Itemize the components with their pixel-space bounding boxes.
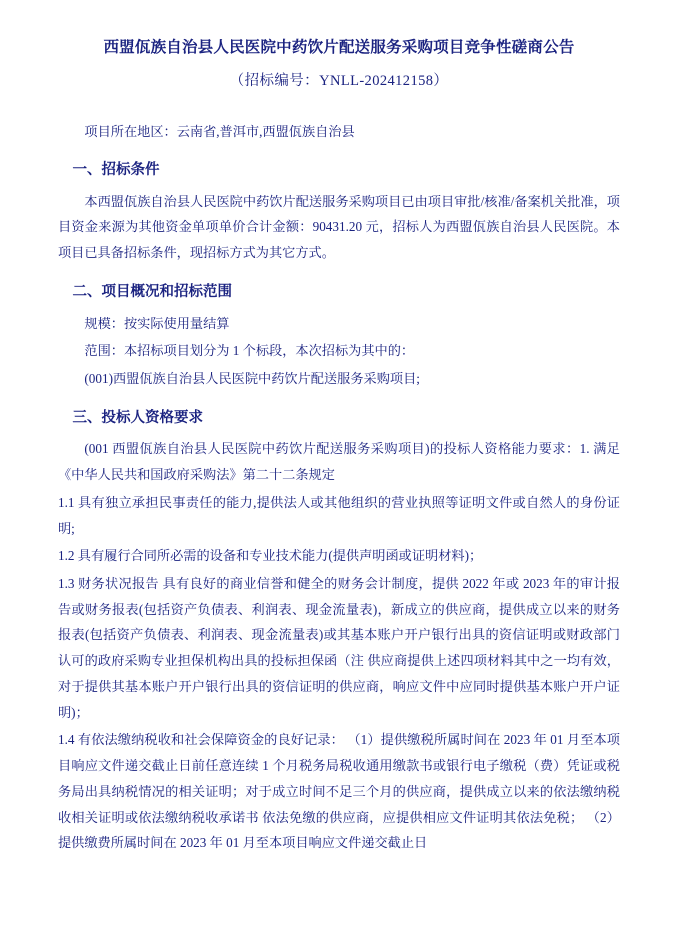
section-2-lot-001: (001)西盟佤族自治县人民医院中药饮片配送服务采购项目; [84, 370, 420, 386]
requirement-1-1: 1.1 具有独立承担民事责任的能力,提供法人或其他组织的营业执照等证明文件或自然人的身份证明; [58, 494, 620, 536]
requirement-1-3: 1.3 财务状况报告 具有良好的商业信誉和健全的财务会计制度，提供 2022 年或 2023 年的审计报告或财务报表(包括资产负债表、利润表、现金流量表)，新成立的供应商，提供成立以来的财务报表(包括资产负债表、利润表、现金流量表)或其基本账户开户银行出具的资信证明或财政部门认可的政府采购专业担保机构出具的投标担保函（注 供应商提供上述四项材料其中之一均有效，对于提供其基本账户开户银行出具的资信证明的供应商，响应文件中应同时提供基本账户开户证明)； [58, 576, 620, 720]
section-2-scope: 范围：本招标项目划分为 1 个标段，本次招标为其中的： [84, 343, 415, 359]
document-body [58, 144, 620, 858]
section-heading-1: 一、招标条件 [72, 162, 160, 179]
requirement-1-2: 1.2 具有履行合同所必需的设备和专业技术能力(提供声明函或证明材料)； [58, 548, 483, 564]
page-title: 西盟佤族自治县人民医院中药饮片配送服务采购项目竞争性磋商公告 [103, 39, 575, 56]
document-page [0, 36, 678, 930]
project-location: 项目所在地区：云南省,普洱市,西盟佤族自治县 [84, 124, 355, 140]
section-1-paragraph-1: 本西盟佤族自治县人民医院中药饮片配送服务采购项目已由项目审批/核准/备案机关批准，项目资金来源为其他资金单项单价合计金额：90431.20 元，招标人为西盟佤族自治县人民医院。本项目已具备招标条件，现招标方式为其它方式。 [58, 193, 620, 261]
section-3-paragraph-1: (001 西盟佤族自治县人民医院中药饮片配送服务采购项目)的投标人资格能力要求：1. 满足《中华人民共和国政府采购法》第二十二条规定 [58, 441, 620, 483]
tender-number: （招标编号：YNLL-202412158） [229, 73, 449, 90]
section-heading-3: 三、投标人资格要求 [72, 409, 203, 426]
section-2-scale: 规模：按实际使用量结算 [84, 315, 230, 331]
section-heading-2: 二、项目概况和招标范围 [72, 283, 232, 300]
requirement-1-4: 1.4 有依法缴纳税收和社会保障资金的良好记录： （1）提供缴税所属时间在 2023 年 01 月至本项目响应文件递交截止日前任意连续 1 个月税务局税收通用缴款书或银行电子缴税（费）凭证或税务局出具纳税情况的相关证明；对于成立时间不足三个月的供应商，提供成立以来的依法缴纳税收相关证明或依法缴纳税收承诺书 依法免缴的供应商，应提供相应文件证明其依法免税； （2）提供缴费所属时间在 2023 年 01 月至本项目响应文件递交截止日 [58, 732, 620, 851]
